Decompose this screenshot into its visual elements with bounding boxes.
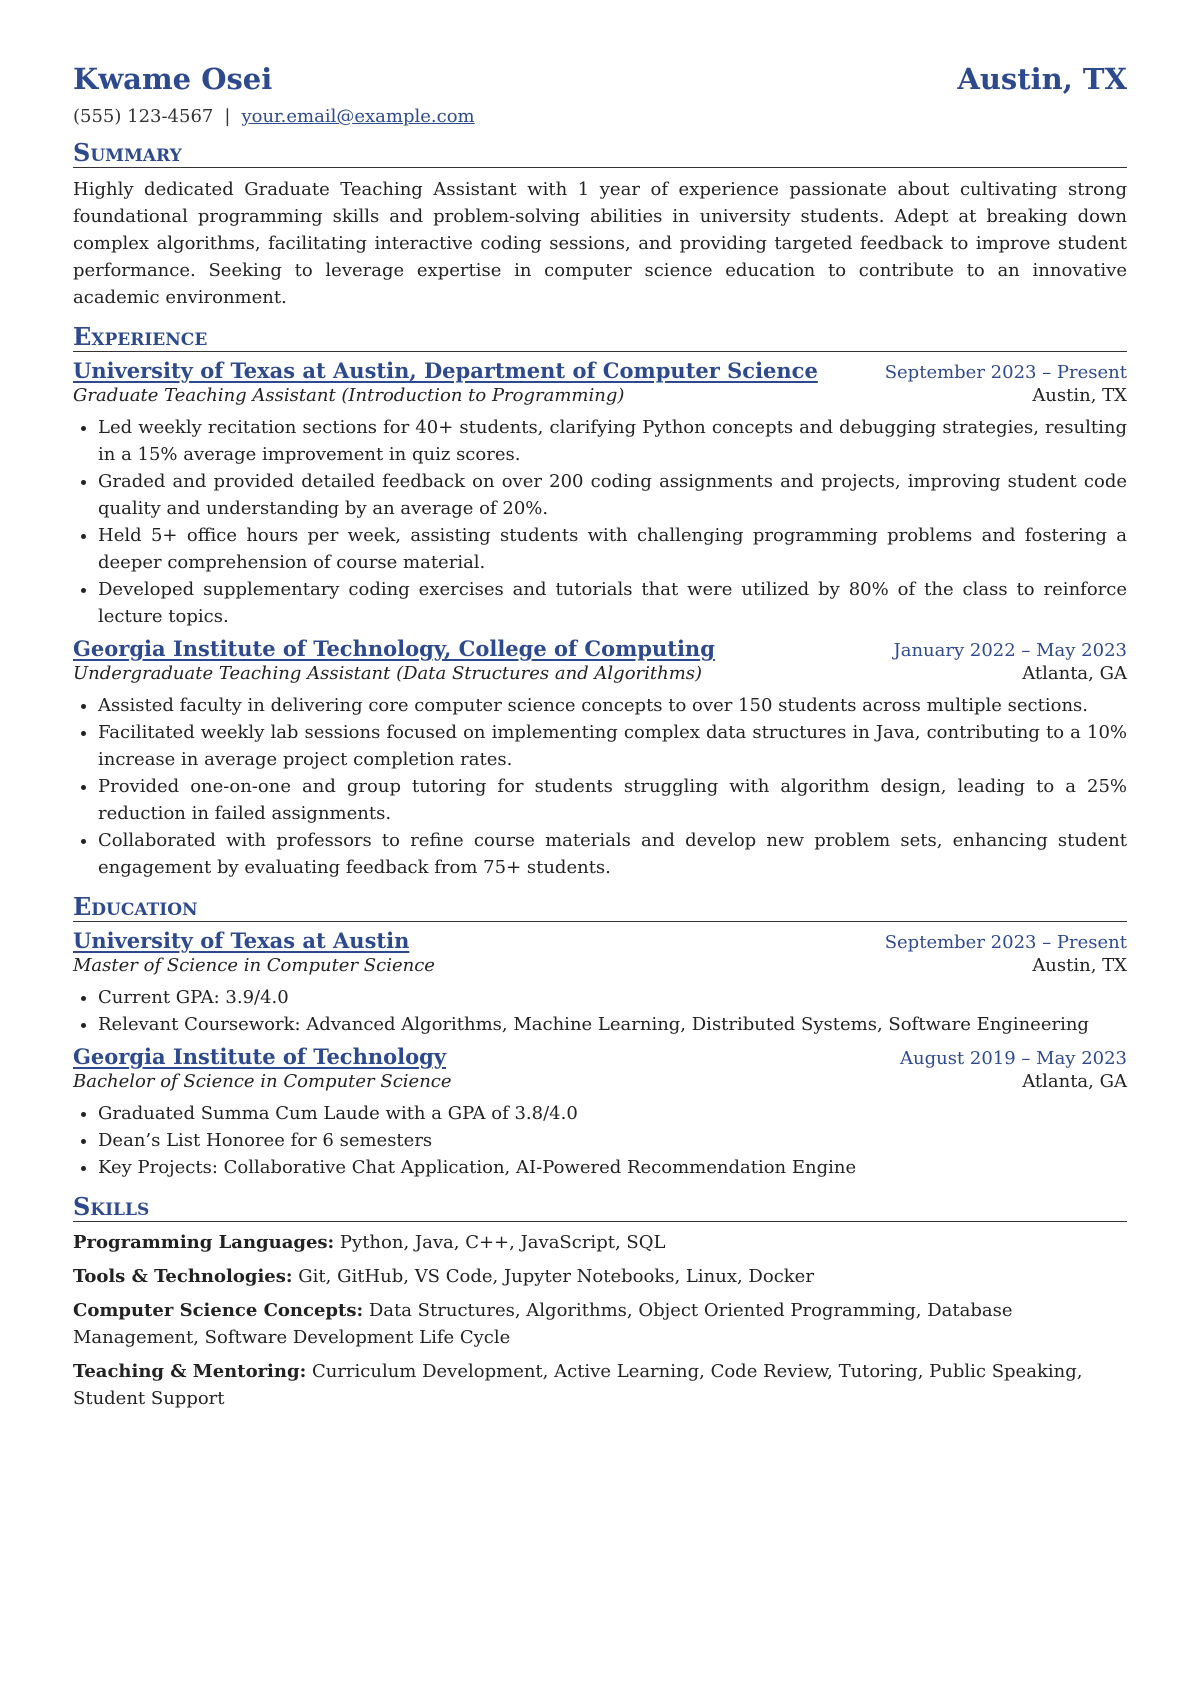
experience-date: January 2022 – May 2023	[893, 640, 1127, 661]
skill-value: Data Structures, Algorithms, Object Oriented Programming, Database Management, Software Development Life Cycle	[73, 1300, 1013, 1348]
list-item: • Developed supplementary coding exercises and tutorials that were utilized by 80% of the class to reinforce lecture topics.	[98, 576, 1127, 630]
list-item: • Key Projects: Collaborative Chat Application, AI-Powered Recommendation Engine	[98, 1154, 1127, 1181]
education-date: September 2023 – Present	[884, 932, 1127, 953]
experience-location: Atlanta, GA	[1022, 663, 1127, 684]
list-item: • Graduated Summa Cum Laude with a GPA of 3.8/4.0	[98, 1100, 1127, 1127]
skill-label: Tools & Technologies:	[73, 1266, 293, 1287]
skill-label: Teaching & Mentoring:	[73, 1361, 307, 1382]
education-entry	[73, 928, 1127, 1038]
experience-date: September 2023 – Present	[884, 362, 1127, 383]
skill-label: Computer Science Concepts:	[73, 1300, 364, 1321]
skill-value: Git, GitHub, VS Code, Jupyter Notebooks, Linux, Docker	[298, 1266, 814, 1287]
section-title-experience: Experience	[73, 323, 1127, 352]
list-item: • Dean’s List Honoree for 6 semesters	[98, 1127, 1127, 1154]
section-title-education: Education	[73, 893, 1127, 922]
education-degree: Bachelor of Science in Computer Science	[73, 1071, 452, 1092]
experience-entry	[73, 358, 1127, 630]
resume-header	[73, 62, 1127, 96]
contact-separator: |	[224, 106, 231, 127]
list-item: • Facilitated weekly lab sessions focused on implementing complex data structures in Java, contributing to a 10% increase in average project completion rates.	[98, 719, 1127, 773]
section-title-skills: Skills	[73, 1193, 1127, 1222]
skill-label: Programming Languages:	[73, 1232, 335, 1253]
summary-text: Highly dedicated Graduate Teaching Assistant with 1 year of experience passionate about cultivating strong foundational programming skills and problem-solving abilities in university students. Adept at breaking down complex algorithms, facilitating interactive coding sessions, and providing targeted feedback to improve student performance. Seeking to leverage expertise in computer science education to contribute to an innovative academic environment.	[73, 179, 1127, 308]
phone-number: (555) 123-4567	[73, 106, 214, 127]
list-item: • Graded and provided detailed feedback on over 200 coding assignments and projects, improving student code quality and understanding by an average of 20%.	[98, 468, 1127, 522]
skill-row	[73, 1263, 1127, 1290]
list-item: • Relevant Coursework: Advanced Algorithms, Machine Learning, Distributed Systems, Software Engineering	[98, 1011, 1127, 1038]
education-entry	[73, 1044, 1127, 1181]
experience-org-link[interactable]: Georgia Institute of Technology, College of Computing	[73, 636, 715, 661]
section-title-summary: Summary	[73, 139, 1127, 168]
education-date: August 2019 – May 2023	[899, 1048, 1127, 1069]
experience-role: Graduate Teaching Assistant (Introduction to Programming)	[73, 385, 625, 406]
education-bullets	[73, 1100, 1127, 1181]
education-location: Austin, TX	[1032, 955, 1127, 976]
experience-role: Undergraduate Teaching Assistant (Data Structures and Algorithms)	[73, 663, 703, 684]
experience-location: Austin, TX	[1032, 385, 1127, 406]
list-item: • Led weekly recitation sections for 40+ students, clarifying Python concepts and debugging strategies, resulting in a 15% average improvement in quiz scores.	[98, 414, 1127, 468]
candidate-name: Kwame Osei	[73, 62, 273, 96]
education-school-link[interactable]: University of Texas at Austin	[73, 928, 410, 953]
resume-content	[73, 62, 1127, 1412]
list-item: • Provided one-on-one and group tutoring for students struggling with algorithm design, leading to a 25% reduction in failed assignments.	[98, 773, 1127, 827]
email-link[interactable]: your.email@example.com	[241, 106, 475, 127]
experience-bullets	[73, 692, 1127, 881]
list-item: • Assisted faculty in delivering core computer science concepts to over 150 students across multiple sections.	[98, 692, 1127, 719]
education-degree: Master of Science in Computer Science	[73, 955, 435, 976]
education-bullets	[73, 984, 1127, 1038]
experience-entry	[73, 636, 1127, 881]
list-item: • Collaborated with professors to refine course materials and develop new problem sets, enhancing student engagement by evaluating feedback from 75+ students.	[98, 827, 1127, 881]
skill-row	[73, 1297, 1127, 1351]
skill-value: Curriculum Development, Active Learning, Code Review, Tutoring, Public Speaking, Student Support	[73, 1361, 1083, 1409]
education-school-link[interactable]: Georgia Institute of Technology	[73, 1044, 447, 1069]
experience-org-link[interactable]: University of Texas at Austin, Department of Computer Science	[73, 358, 818, 383]
list-item: • Current GPA: 3.9/4.0	[98, 984, 1127, 1011]
list-item: • Held 5+ office hours per week, assisting students with challenging programming problems and fostering a deeper comprehension of course material.	[98, 522, 1127, 576]
skill-row	[73, 1358, 1127, 1412]
skill-value: Python, Java, C++, JavaScript, SQL	[339, 1232, 666, 1253]
education-location: Atlanta, GA	[1022, 1071, 1127, 1092]
experience-bullets	[73, 414, 1127, 630]
skill-row	[73, 1229, 1127, 1256]
header-location: Austin, TX	[957, 62, 1127, 96]
contact-line	[73, 106, 1127, 127]
